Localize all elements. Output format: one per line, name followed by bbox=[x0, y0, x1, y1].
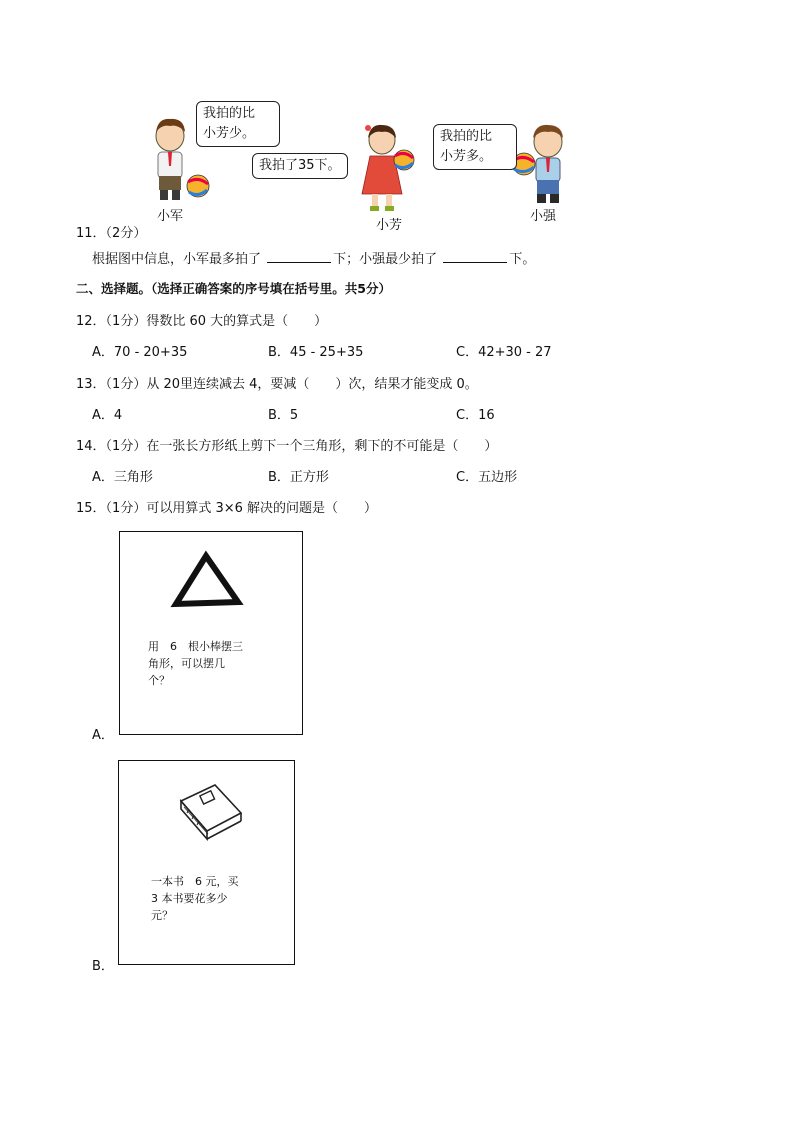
q15-stem: 15．（1分）可以用算式 3×6 解决的问题是（ ） bbox=[76, 501, 378, 516]
q11-text-a: 根据图中信息，小军最多拍了 bbox=[92, 252, 262, 267]
q15-option-b-card[interactable] bbox=[118, 760, 295, 965]
speech-bubble-xiaofang: 我拍了35下。 bbox=[252, 153, 348, 179]
q12-stem: 12．（1分）得数比 60 大的算式是（ ） bbox=[76, 314, 328, 329]
q14-option-b[interactable]: B．正方形 bbox=[268, 470, 329, 485]
q15-option-b-label[interactable]: B． bbox=[92, 959, 114, 974]
q12-option-b[interactable]: B．45 - 25+35 bbox=[268, 345, 364, 360]
q14-stem: 14．（1分）在一张长方形纸上剪下一个三角形，剩下的不可能是（ ） bbox=[76, 439, 498, 454]
q11-text-b: 下；小强最少拍了 bbox=[333, 252, 438, 267]
triangle-of-sticks-icon bbox=[170, 550, 244, 610]
name-xiaoqiang: 小强 bbox=[530, 209, 557, 224]
q13-option-b[interactable]: B．5 bbox=[268, 408, 299, 423]
q15-option-b-text: 一本书 6 元，买 3 本书要花多少 元？ bbox=[151, 875, 239, 922]
q13-option-c[interactable]: C．16 bbox=[456, 408, 495, 423]
q12-option-a[interactable]: A．70 - 20+35 bbox=[92, 345, 188, 360]
speech-bubble-xiaoqiang: 我拍的比 小芳多。 bbox=[433, 124, 517, 170]
boy-xiaoqiang-illustration bbox=[510, 122, 580, 207]
q11-blank-1[interactable] bbox=[267, 250, 331, 263]
girl-xiaofang-illustration bbox=[358, 120, 418, 215]
name-xiaofang: 小芳 bbox=[376, 218, 403, 233]
q13-option-a[interactable]: A．4 bbox=[92, 408, 123, 423]
q11-number: 11．（2分） bbox=[76, 226, 147, 241]
section2-title: 二、选择题。（选择正确答案的序号填在括号里。共5分） bbox=[76, 281, 391, 296]
q11-text bbox=[92, 248, 535, 267]
name-xiaojun: 小军 bbox=[157, 209, 184, 224]
speech-bubble-xiaojun: 我拍的比 小芳少。 bbox=[196, 101, 280, 147]
q15-option-a-label[interactable]: A． bbox=[92, 728, 114, 743]
q11-text-c: 下。 bbox=[509, 252, 536, 267]
q15-option-a-text: 用 6 根小棒摆三 角形，可以摆几 个？ bbox=[148, 640, 243, 687]
q15-option-a-card[interactable] bbox=[119, 531, 303, 735]
q14-option-c[interactable]: C．五边形 bbox=[456, 470, 518, 485]
q13-stem: 13．（1分）从 20里连续减去 4，要减（ ）次，结果才能变成 0。 bbox=[76, 377, 478, 392]
q11-blank-2[interactable] bbox=[443, 250, 507, 263]
q14-option-a[interactable]: A．三角形 bbox=[92, 470, 153, 485]
q12-option-c[interactable]: C．42+30 - 27 bbox=[456, 345, 552, 360]
book-icon bbox=[175, 779, 247, 843]
